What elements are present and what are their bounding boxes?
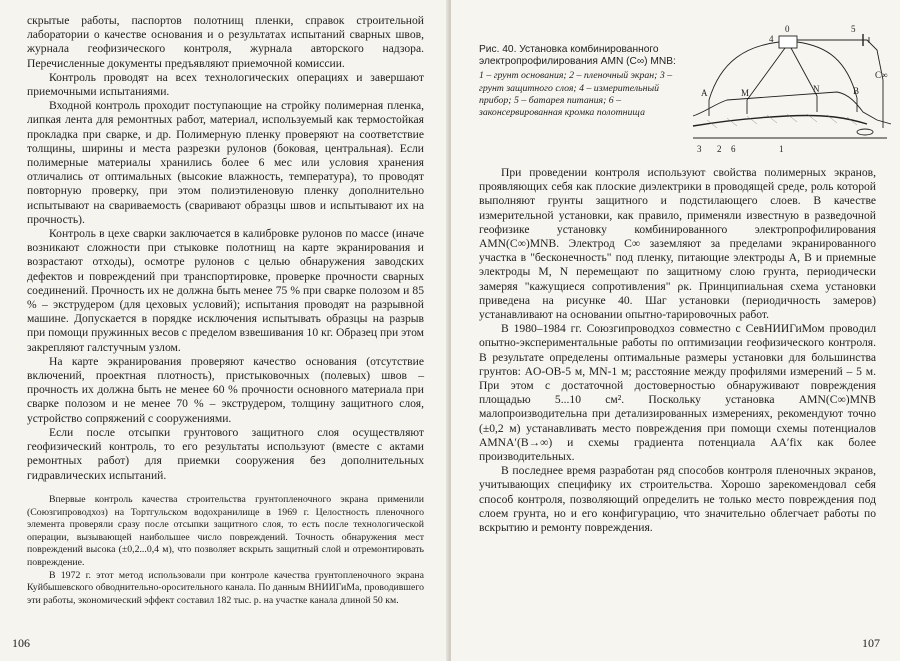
page-number-left: 106 — [12, 636, 30, 650]
film-screen — [693, 115, 867, 126]
wire-mid-1 — [747, 48, 785, 100]
right-main-text — [479, 166, 876, 535]
electrode-setup-diagram — [687, 20, 895, 162]
label-4: 4 — [769, 34, 774, 44]
paragraph: Входной контроль проходит поступающие на стройку полимерная пленка, липкая лента для ремонтных работ, материал, используемый как термостойкая прокладка при сварке, и др. Полимерную пленку проверяют на соответствие толщины, ширины и места разрезки рулонов (боковая, центральная). Если полимерные материалы хранились более 6 мес или условия хранения отличались от оптимальных (высокие влажность, температура), то проводят повторную проверку, при этом полиэтиленовую пленку дополнительно испытывают на свариваемость (сваривают образцы швов и испытывают их на прочность). — [27, 99, 424, 226]
paragraph: При проведении контроля используют свойства полимерных экранов, проявляющих себя как плоские диэлектрики в проводящей среде, роль которой выполняют грунты защитного и подстилающего слоев. В качестве измерительной установки, как правило, применяли известную в разведочной геофизике установку комбинированного электропрофилирования AMN(C∞)MNB. Электрод C∞ заземляют за пределами экранированного участка в "бесконечность" под пленку, питающие электроды A, B и приемные электроды M, N перемещают по защитному слою грунта, периодически замеряя "кажущиеся сопротивления" ρк. Принципиальная схема установки приведена на рисунке 40. Шаг установки (периодичность замеров) устанавливают на основании опытно-тарировочных работ. — [479, 166, 876, 322]
right-page — [451, 0, 900, 661]
measuring-instrument — [779, 36, 797, 48]
wire-to-battery — [797, 40, 883, 80]
label-a: A — [701, 88, 708, 98]
label-m: M — [741, 88, 750, 98]
ground-surface — [693, 92, 891, 124]
small-paragraph: Впервые контроль качества строительства грунтопленочного экрана применили (Союзгипроводхоз) на Тортгульском водохранилище в 1969 г. Целостность пленочного элемента проверяли сразу после отсыпки защитного слоя, то есть после технологической операции, вызывающей наибольшее число повреждений. Точность обнаружения мест повреждений высока (±0,2...0,4 м), что позволяет вскрыть защитный слой и отремонтировать повреждение. — [27, 494, 424, 568]
paragraph: скрытые работы, паспортов полотнищ пленки, справок строительной лаборатории о качестве основания и о результатах испытаний сварных швов, журнала геофизического контроля, журнала авторского надзора. Перечисленные документы предъявляют приемочной комиссии. — [27, 14, 424, 70]
label-3: 3 — [697, 144, 702, 154]
figure-caption — [479, 44, 685, 119]
label-2: 2 — [717, 144, 722, 154]
label-0: 0 — [785, 24, 790, 34]
label-c-inf: C∞ — [875, 70, 888, 80]
wire-right — [797, 42, 860, 98]
figure-legend: 1 – грунт основания; 2 – пленочный экран; 3 – грунт защитного слоя; 4 – измерительный прибор; 5 – батарея питания; 6 – законсервированная кромка полотнища — [479, 70, 673, 119]
paragraph: В 1980–1984 гг. Союзгипроводхоз совместно с СевНИИГиМом проводил опытно-экспериментальные работы по оптимизации геофизического контроля. В результате определены оптимальные размеры установки для большинства грунтов: AO-OB-5 м, MN-1 м; расстояние между профилями измерений – 5 м. При этом с достаточной достоверностью обнаруживают повреждения площадью 5...10 см². Поскольку установка AMN(C∞)MNB малопроизводительна при детализированных измерениях, рекомендуют точно (±0,2 м) устанавливать место повреждения при помощи схемы потенциалов AMNA′(B→∞) и схемы градиента потенциала AA′fix как более производительных. — [479, 322, 876, 464]
label-5: 5 — [851, 24, 856, 34]
label-6: 6 — [731, 144, 736, 154]
left-page — [0, 0, 449, 661]
label-b: B — [853, 86, 860, 96]
left-main-text — [27, 14, 424, 483]
left-small-print — [27, 494, 424, 607]
paragraph: Если после отсыпки грунтового защитного слоя осуществляют геофизический контроль, то его результаты используют (вместе с актами ремонтных работ) для приемки сооружения без дополнительных гидравлических испытаний. — [27, 425, 424, 482]
paragraph: Контроль проводят на всех технологических операциях и завершают приемочными испытаниями. — [27, 70, 424, 99]
paragraph: В последнее время разработан ряд способов контроля пленочных экранов, учитывающих специфику их строительства. Хорошо зарекомендовал себя способ контроля, позволяющий определить не только место повреждения под слоем грунта, но и его конфигурацию, что значительно облегчает работы по вскрытию и ремонту повреждения. — [479, 464, 876, 535]
page-number-right: 107 — [862, 636, 880, 650]
label-n: N — [813, 84, 820, 94]
small-paragraph: В 1972 г. этот метод использовали при контроле качества грунтопленочного экрана Куйбышевского обводнительно-оросительного канала. По данным ВНИИГиМа, проводившего эти работы, экономический эффект составил 182 тыс. р. на участке канала длиной 50 км. — [27, 569, 424, 606]
figure-40-diagram — [687, 20, 895, 162]
paragraph: Контроль в цехе сварки заключается в калибровке рулонов по массе (иначе возникают сложности при стыковке полотнищ на карте экранирования и возрастают отходы), осмотре рулонов с целью обнаружения заводских дефектов и повреждений при транспортировке, проверке прочности сварных соединений. Прочность их не должна быть менее 75 % при сварке полозом и 85 % – экструдером (для цеховых условий); испытания проводят на разрывной машине. Допускается в порядке исключения испытывать образцы на разрыв при помощи пружинных весов с пределом взвешивания 10 кг. Образец при этом закрепляют галстучным узлом. — [27, 227, 424, 354]
paragraph: На карте экранирования проверяют качество основания (отсутствие включений, проектная плотность), пристыковочных (полевых) швов – прочность их должна быть не менее 60 % прочности основного материала при сварке полозом и не менее 70 % – экструдером, толщину защитного слоя, устройство сопряжений с сооружениями. — [27, 354, 424, 425]
figure-title: Рис. 40. Установка комбинированного электропрофилирования AMN (C∞) MNB: — [479, 44, 676, 68]
film-edge — [857, 129, 873, 135]
label-1: 1 — [779, 144, 784, 154]
